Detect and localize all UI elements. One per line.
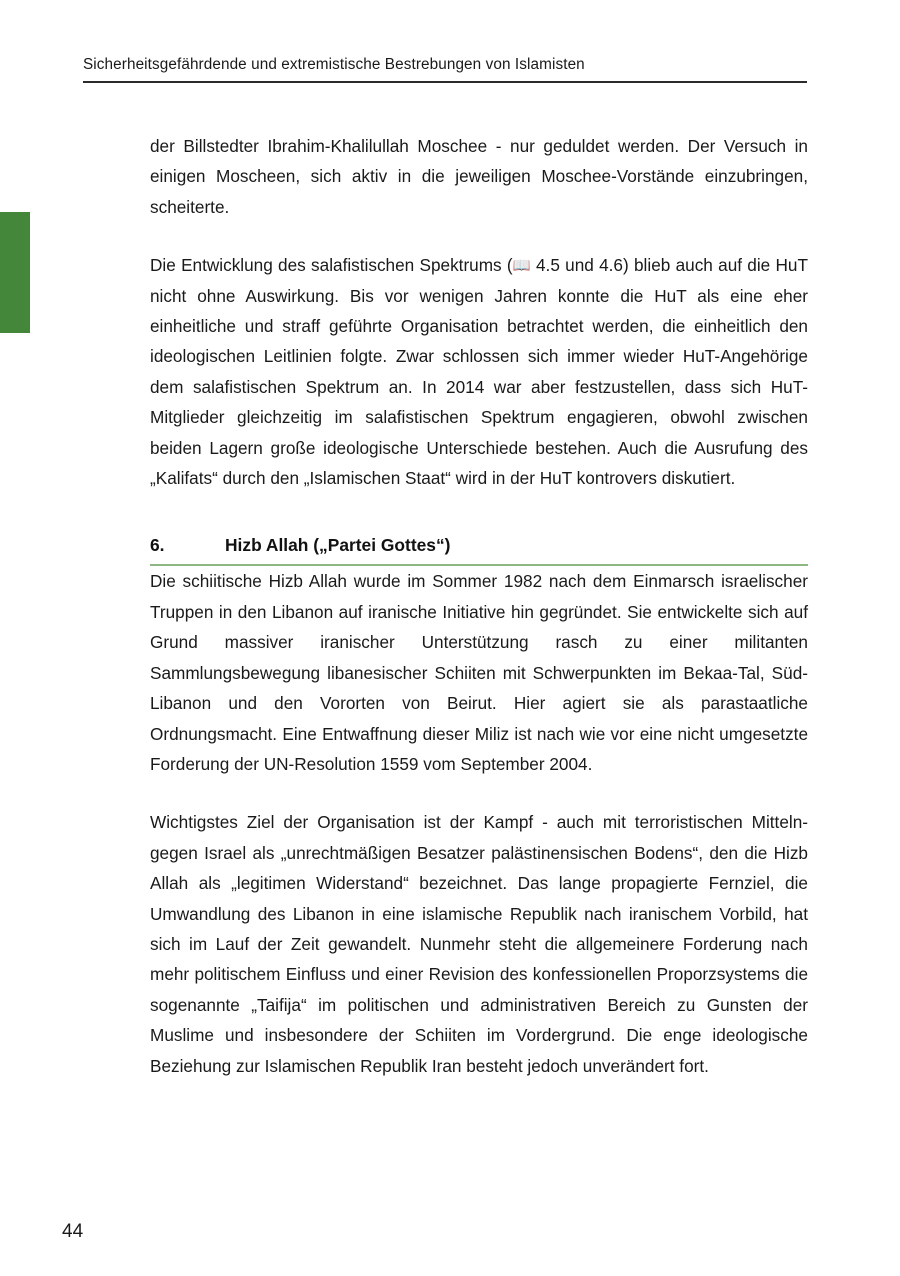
section-title: Hizb Allah („Partei Gottes“) (225, 535, 451, 556)
paragraph-intro: der Billstedter Ibrahim-Khalilullah Moschee - nur geduldet werden. Der Versuch in einigen Moscheen, sich aktiv in die jeweiligen Moschee-Vorstände einzubringen, scheiterte. (150, 136, 808, 217)
page-number: 44 (62, 1221, 84, 1242)
section-number: 6. (150, 535, 165, 556)
paragraph-hizb-allah-history: Die schiitische Hizb Allah wurde im Sommer 1982 nach dem Einmarsch israelischer Truppen in den Libanon auf iranische Initiative hin gegründet. Sie entwickelte sich auf Grund massiver iranischer Unterstützung rasch zu einer militanten Sammlungsbewegung libanesischer Schiiten mit Schwerpunkten im Bekaa-Tal, Süd-Libanon und den Vororten von Beirut. Hier agiert sie als parastaatliche Ordnungsmacht. Eine Entwaffnung dieser Miliz ist nach wie vor eine nicht umgesetzte Forderung der UN-Resolution 1559 vom September 2004. (150, 571, 808, 774)
paragraph-salafism-development (150, 250, 808, 493)
running-header-title: Sicherheitsgefährdende und extremistische Bestrebungen von Islamisten (83, 56, 585, 73)
paragraph-text-after-reference: 4.5 und 4.6) blieb auch auf die HuT nicht ohne Auswirkung. Bis vor wenigen Jahren konnte die HuT als eine eher einheitliche und straff geführte Organisation betrachtet werden, die einheitlich den ideologischen Leitlinien folgte. Zwar schlossen sich immer wieder HuT-Angehörige dem salafistischen Spektrum an. In 2014 war aber festzustellen, dass sich HuT-Mitglieder gleichzeitig im salafistischen Spektrum engagieren, obwohl zwischen beiden Lagern große ideologische Unterschiede bestehen. Auch die Ausrufung des „Kalifats“ durch den „Islamischen Staat“ wird in der HuT kontrovers diskutiert. (150, 255, 808, 489)
section-heading (150, 533, 808, 566)
chapter-margin-tab (0, 212, 30, 333)
paragraph-hizb-allah-goals: Wichtigstes Ziel der Organisation ist der Kampf - auch mit terroristischen Mitteln- gegen Israel als „unrechtmäßigen Besatzer palästinensischen Bodens“, den die Hizb Allah als „legitimen Widerstand“ bezeichnet. Das lange propagierte Fernziel, die Umwandlung des Libanon in eine islamische Republik nach iranischem Vorbild, hat sich im Lauf der Zeit gewandelt. Nunmehr steht die allgemeinere Forderung nach mehr politischem Einfluss und einer Revision des konfessionellen Proporzsystems die sogenannte „Taifija“ im politischen und administrativen Bereich zu Gunsten der Muslime und insbesondere der Schiiten im Vordergrund. Die enge ideologische Beziehung zur Islamischen Republik Iran besteht jedoch unverändert fort. (150, 812, 808, 1076)
running-header (83, 55, 807, 83)
book-icon: 📖 (512, 258, 531, 275)
page-content (150, 131, 808, 1081)
paragraph-text-before-reference: Die Entwicklung des salafistischen Spektrums ( (150, 255, 513, 276)
header-rule (83, 81, 807, 83)
